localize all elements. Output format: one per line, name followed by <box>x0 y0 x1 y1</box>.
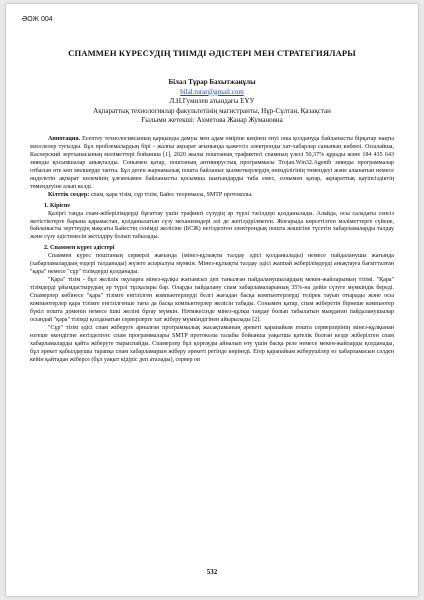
methods-paragraph-2: "Қара" тізім - бұл желілік оқуларға мінез-құлқы жағымсыз деп танылған пайдаланушылардың мекен-жайларының тізімі. "Қара" тізімдерді ұйымдастырудың әр түрлі тұсқалары бар. Оларды пайдалану спам хабарламаларының 35%-на дейін сүзуге мүмкіндік береді. Спамерлер көбінесе "қара" тізімге енгізілген компьютерлерді белгі жағадан басқа компьютерлерді тезірек тауып отырады және осы компьютерлер қара тізімге енгізілгенше тағы да басқа компьютерлер желісін табады. Сонымен қатар, спам жіберетін бірнеше компьютер бүкіл пошта доменін немесе ішкі желіні бұғау мүмкін. Нәтижесінде мінез-құлқы таңдау болып табылатын мыңдаған пайдаланушылар осындай "қара" тізімді қолданатын серверлерге хат жіберу мүмкіндігінен айырылады [2]. <box>30 277 394 323</box>
paper-title: СПАММЕН КҮРЕСУДІҢ ТИІМДІ ӘДІСТЕРІ МЕН СТРАТЕГИЯЛАРЫ <box>68 48 356 58</box>
section-heading-methods: 2. Спаммен күрес әдістері <box>44 245 115 252</box>
paper-page <box>6 4 418 596</box>
author-block <box>16 78 408 126</box>
author-email-link[interactable]: bilal.turar@gmail.com <box>180 87 244 96</box>
supervisor: Ғылыми жетекші: Ахметова Жанар Жумановна <box>141 116 283 125</box>
keywords-label: Кілттік сөздер: <box>48 191 90 198</box>
methods-paragraph-1: Спаммен күрес поштаның серверлі жағында (мінез-құлықты талдау әдісі қолданылады) немесе пайдаланушы жағында (хабарламалардың өздері талданады) жүзеге асырылуы мүмкін. Мінез-құлықты талдау әдісі жаппай жіберілімдерді анықтауға бағытталған "қара" немесе "сұр" тізімдерді қолданады. <box>30 253 394 276</box>
page-number: 532 <box>206 568 218 576</box>
author-program: Ақпараттық технологиялар факультетінің магистранты, Нұр-Сұлтан, Қазақстан <box>93 106 331 115</box>
methods-paragraph-3: "Сұр" тізім әдісі спам жіберуге арналған программалық жасақтаманың әрекеті қарапайым пошта серверлерінің мінез-құлқынан өзгеше екендігіне негізделген: спам программалары SMTP протоколы талабы бойынша уақытша қателік болған кезде жіберілген спам хабарламаларды қайта жіберуге тырыспайды. Спамерлер бұл қорғауды айналып өту үшін басқа реле немесе мекен-жайларды қолданады, бұл әрекет қабылдаушы тарапқа спам хабарламарын жіберу әрекеті ретінде көрінеді. Егер қарапайым жіберушілер өз хабарламасын сәлден кейін қайтадан жіберсе (бұл уақыт кідіріс деп аталады), сервер оп <box>30 324 394 363</box>
abstract-paragraph <box>30 136 394 192</box>
section-heading-introduction: 1. Кіріспе <box>44 202 71 209</box>
paper-body <box>30 136 394 365</box>
abstract-label: Аннотация. <box>48 136 81 142</box>
intro-paragraph: Қазіргі таңда спам-жіберілімдерді бұғаттау үшін трафикті сүзудің әр түрлі тәсілдері қолданылады. Алайда, осы саладағы сенсіз жетістіктерге барына қарамастан, қолданылатын сүзу механизмдері әлі де жетілдірілмеген. Жоғарыда көрсетілген мәліметтерге сүйене, байланысты зерттеудің мақсаты Байестің сенімді желісіне (БСЖ) негізделген электрондық пошта жәшігіне түсетін хабарламаларды талдау және сүзу әдістемесін жетілдіру болып табылады. <box>30 210 394 241</box>
abstract-text: Есептеу технологиясының қарқынды дамуы мен адам өміріне кеңінен енуі оны қолдануда байланысты бірқатар нақты мәселелер туғызды. Бұл проблемалардың бірі - жалпы ақпарат ағынында қажетсіз электронды хат-хабарлар санының көбеюі. Осылайша, Касперский зертханасының мәліметтері бойынша [1], 2020 жылы поштаның трафиктегі спамның үлесі 50,37% құрады және 184 435 643 зиянды қосымшалар анықталды. Сонымен қатар, поштаның антивирустық программасы Trojan.Win32.Agentb зиянды программалар отбасын өте көп мөлшерде тапты. Бұл деген жарнамалық пошта байланыс қызметкерлердің өнімділігінің төмендеуі және алынатын немесе өңделетін ақпарат көлемінің ұлғаюымен байланысты қосымша шығындарды таба емес, сонымен қатар, ақпараттық қауіпсіздіктің төмендеуіне алып келді. <box>30 136 394 190</box>
keywords-paragraph <box>30 192 394 200</box>
author-name: Білал Тұрар Бахытжанұлы <box>168 78 256 86</box>
udc-code: ӘОЖ 004 <box>22 16 53 23</box>
keywords-text: спам, қара тізім, сұр тізім, Байес теоремасы, SMTP протоколы. <box>90 191 253 198</box>
author-affiliation: Л.Н.Гумилев атындағы ЕҰУ <box>169 97 255 106</box>
